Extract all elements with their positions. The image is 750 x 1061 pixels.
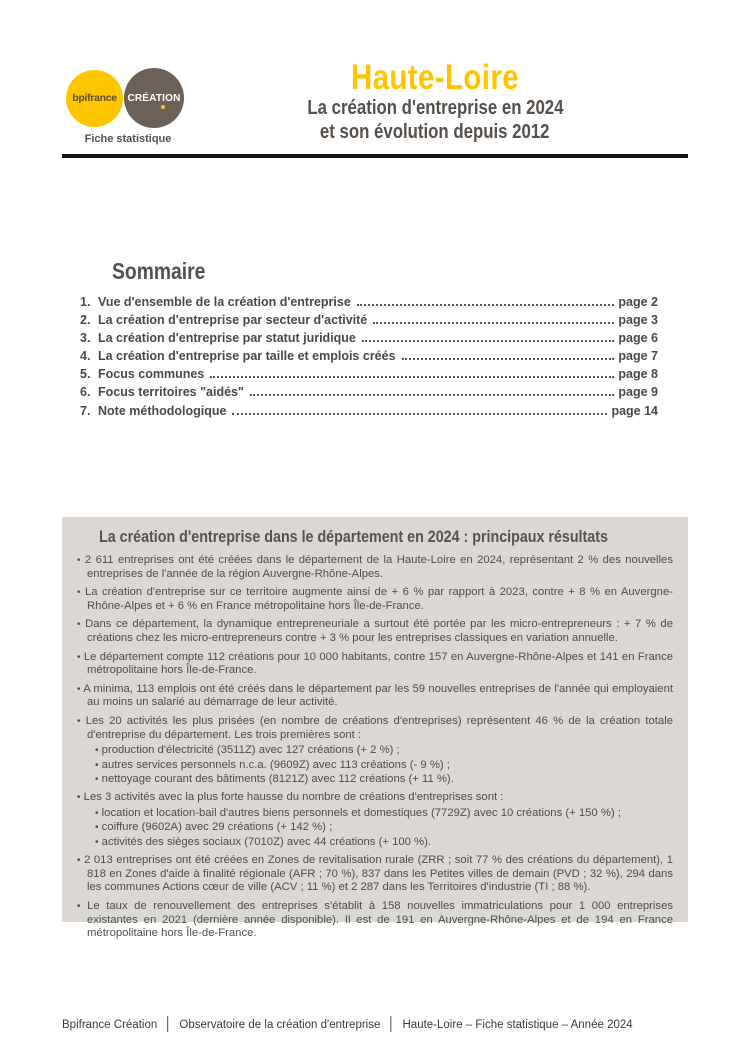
result-bullet-text: Le département compte 112 créations pour 10 000 habitants, contre 157 en Auvergne-Rhône-Alpes et 141 en France métropolitaine hors Île-de-France.: [83, 650, 674, 677]
result-sublist-fastest-growth: [95, 807, 673, 849]
toc-item-2[interactable]: [80, 314, 658, 328]
result-subitem-text: nettoyage courant des bâtiments (8121Z) avec 112 créations (+ 11 %).: [101, 772, 454, 785]
toc-leader-dots: [362, 340, 615, 342]
result-subitem: [95, 821, 673, 834]
toc-item-label: La création d'entreprise par secteur d'activité: [98, 313, 368, 328]
document-title: Haute-Loire: [351, 58, 519, 97]
toc-item-number: 5.: [80, 367, 91, 382]
toc-item-5[interactable]: [80, 368, 658, 382]
result-bullet-text: Les 3 activités avec la plus forte hausse du nombre de créations d'entreprises sont :: [83, 791, 504, 804]
result-bullet-9: [77, 900, 673, 941]
toc-leader-dots: [402, 358, 615, 360]
result-subitem: [95, 759, 673, 772]
toc-item-number: 1.: [80, 295, 91, 309]
document-subtitle-line2: et son évolution depuis 2012: [320, 120, 550, 143]
creation-logo-yellow-dot-icon: [161, 105, 165, 109]
document-subtitle-line1: La création d'entreprise en 2024: [306, 97, 564, 119]
results-box-title: La création d'entreprise dans le département en 2024 : principaux résultats: [99, 527, 608, 546]
bullet-marker: •: [77, 715, 81, 727]
result-bullet-text: 2 013 entreprises ont été créées en Zones de revitalisation rurale (ZRR ; soit 77 % des créations du département), 1 818 en Zones d'aide à finalité régionale (AFR ; 70 %), 837 dans les Petites villes de demain (PVD ; 32 %), 294 dans les communes Actions cœur de ville (ACV ; 11 %) et 2 287 dans les Territoires d'industrie (TI ; 88 %).: [84, 854, 673, 894]
toc-item-number: 3.: [80, 331, 91, 346]
result-bullet-text: Les 20 activités les plus prisées (en nombre de créations d'entreprises) représentent 46 % de la création totale d'entreprise du département. Les trois premières sont :: [85, 714, 673, 741]
toc-item-number: 7.: [80, 403, 91, 418]
page-footer: [62, 1016, 633, 1031]
footer-separator: │: [164, 1016, 173, 1031]
bpifrance-creation-logo: [66, 68, 190, 145]
result-bullet-4: [77, 651, 673, 678]
key-results-box: [62, 517, 688, 940]
result-bullet-text: Dans ce département, la dynamique entrepreneuriale a surtout été portée par les micro-entrepreneurs : + 7 % de créations chez les micro-entrepreneurs contre + 3 % pour les entreprises classiques en variation annuelle.: [85, 618, 673, 644]
toc-item-page: page 14: [611, 403, 658, 418]
result-bullet-text: A minima, 113 emplois ont été créés dans le département par les 59 nouvelles entreprises de l'année qui employaient au moins un salarié au démarrage de leur activité.: [83, 682, 674, 709]
result-bullet-2: [77, 586, 673, 613]
toc-item-page: page 6: [618, 331, 658, 346]
result-bullet-6: [77, 715, 673, 742]
result-sublist-top-activities: [95, 744, 673, 786]
bullet-marker: •: [77, 651, 81, 663]
result-subitem: [95, 807, 673, 820]
result-bullet-text: Le taux de renouvellement des entreprises s'établit à 158 nouvelles immatriculations pour 1 000 entreprises existantes en 2021 (dernière année disponible). Il est de 191 en Auvergne-Rhône-Alpes et de 194 en France métropolitaine hors Île-de-France.: [87, 899, 673, 940]
result-bullet-1: [77, 554, 673, 581]
table-of-contents: [80, 296, 658, 423]
footer-brand: Bpifrance Création: [62, 1019, 158, 1031]
toc-item-page: page 8: [618, 367, 658, 382]
toc-item-page: page 9: [618, 385, 658, 400]
bpifrance-logo-icon: [66, 70, 123, 127]
toc-item-page: page 7: [618, 349, 658, 364]
result-subitem-text: autres services personnels n.c.a. (9609Z) avec 113 créations (- 9 %) ;: [101, 758, 450, 771]
result-subitem-text: production d'électricité (3511Z) avec 127 créations (+ 2 %) ;: [101, 744, 400, 757]
toc-item-label: La création d'entreprise par taille et emplois créés: [98, 349, 396, 364]
toc-item-3[interactable]: [80, 332, 658, 346]
result-subitem-text: location et location-bail d'autres biens personnels et domestiques (7729Z) avec 10 créations (+ 150 %) ;: [101, 806, 621, 819]
result-subitem: [95, 773, 673, 786]
title-block: [182, 60, 688, 143]
toc-item-7[interactable]: [80, 405, 658, 419]
toc-item-6[interactable]: [80, 386, 658, 400]
result-bullet-7: [77, 791, 673, 805]
page-header: [62, 60, 688, 152]
result-subitem: [95, 744, 673, 757]
footer-observatory: Observatoire de la création d'entreprise: [179, 1019, 381, 1031]
result-bullet-text: La création d'entreprise sur ce territoire augmente ainsi de + 6 % par rapport à 2023, contre + 8 % en Auvergne-Rhône-Alpes et + 6 % en France métropolitaine hors Île-de-France.: [84, 586, 673, 612]
toc-leader-dots: [373, 322, 614, 324]
bullet-marker: •: [95, 759, 99, 771]
toc-item-number: 2.: [80, 313, 91, 328]
bullet-marker: •: [77, 683, 81, 695]
logo-tagline: Fiche statistique: [84, 133, 172, 145]
footer-document-ref: Haute-Loire – Fiche statistique – Année 2024: [402, 1019, 633, 1031]
bullet-marker: •: [77, 619, 81, 631]
result-bullet-5: [77, 683, 673, 710]
footer-separator: │: [387, 1016, 396, 1031]
toc-item-page: page 3: [618, 313, 658, 328]
toc-item-number: 6.: [80, 385, 91, 400]
bullet-marker: •: [77, 792, 81, 804]
toc-item-label: Focus communes: [98, 367, 205, 382]
bullet-marker: •: [95, 822, 99, 834]
bullet-marker: •: [95, 773, 99, 785]
toc-heading: Sommaire: [112, 258, 206, 284]
toc-item-label: Focus territoires "aidés": [98, 385, 244, 400]
result-subitem: [95, 836, 673, 849]
bullet-marker: •: [77, 587, 81, 599]
bullet-marker: •: [95, 807, 99, 819]
result-subitem-text: coiffure (9602A) avec 29 créations (+ 142 %) ;: [101, 821, 333, 834]
toc-leader-dots: [210, 376, 614, 378]
toc-item-label: Vue d'ensemble de la création d'entreprise: [98, 295, 351, 309]
result-bullet-text: 2 611 entreprises ont été créées dans le département de la Haute-Loire en 2024, représentant 2 % des nouvelles entreprises de l'année de la région Auvergne-Rhône-Alpes.: [84, 554, 673, 580]
toc-item-number: 4.: [80, 349, 91, 364]
toc-item-page: page 2: [618, 295, 658, 309]
result-bullet-8: [77, 854, 673, 895]
bullet-marker: •: [77, 555, 81, 566]
bullet-marker: •: [95, 745, 99, 757]
bullet-marker: •: [77, 900, 81, 912]
result-subitem-text: activités des sièges sociaux (7010Z) avec 44 créations (+ 100 %).: [101, 835, 431, 848]
bpifrance-logo-text: bpifrance: [72, 92, 117, 104]
toc-leader-dots: [357, 304, 615, 306]
toc-item-label: Note méthodologique: [98, 403, 227, 418]
result-bullet-3: [77, 618, 673, 645]
toc-item-1[interactable]: [80, 296, 658, 310]
creation-logo-text: CRÉATION: [127, 92, 181, 104]
bullet-marker: •: [77, 855, 81, 867]
creation-logo-icon: [124, 68, 184, 128]
toc-item-label: La création d'entreprise par statut juridique: [98, 331, 356, 346]
header-divider-rule: [62, 154, 688, 158]
bullet-marker: •: [95, 836, 99, 848]
toc-item-4[interactable]: [80, 350, 658, 364]
toc-leader-dots: [232, 413, 607, 415]
toc-leader-dots: [250, 394, 614, 396]
